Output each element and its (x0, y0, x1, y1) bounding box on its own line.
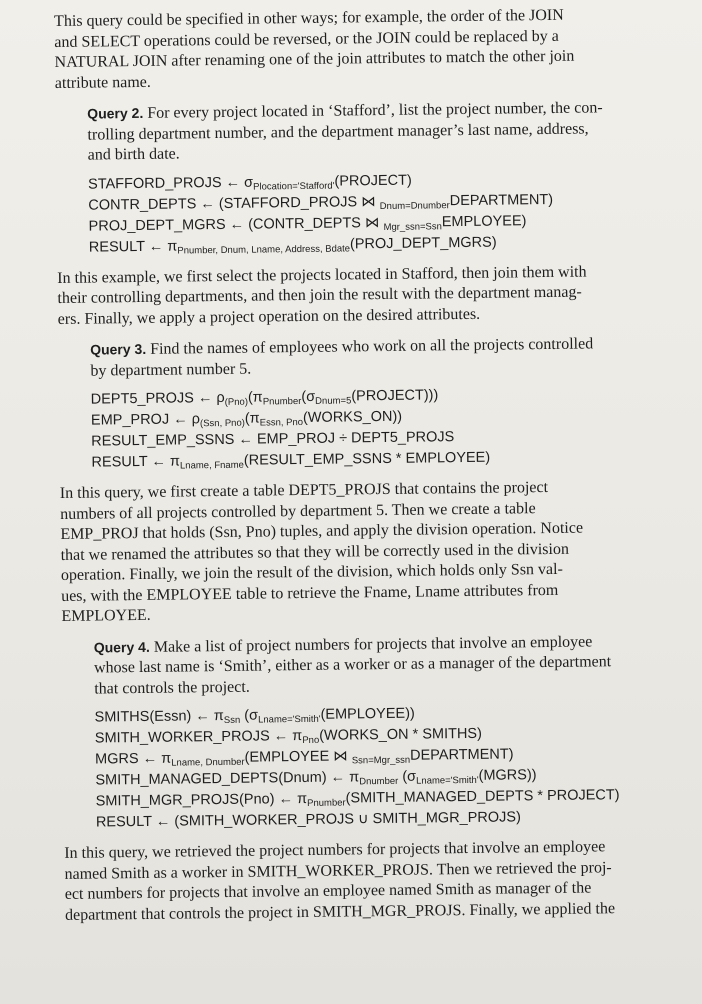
query-4 (94, 630, 682, 834)
text-line: numbers of all projects controlled by department 5. Then we create a table (60, 499, 536, 523)
query-2-description (87, 96, 674, 166)
algebra-line: RESULT ← (SMITH_WORKER_PROJS ∪ SMITH_MGR_PROJS) (95, 809, 521, 831)
text-line: This query could be specified in other ways; for example, the order of the JOIN (54, 6, 564, 30)
text-line: In this query, we first create a table DEPT5_PROJS that contains the project (59, 479, 549, 502)
query-2-explanation (57, 261, 676, 330)
query-3 (90, 332, 678, 473)
intro-paragraph (54, 4, 673, 94)
text-line: Find the names of employees who work on all the projects controlled (146, 335, 594, 358)
text-line: In this query, we retrieved the project numbers for projects that involve an employee (64, 838, 606, 862)
query-4-explanation (64, 836, 683, 926)
text-line: that controls the project. (94, 678, 250, 698)
text-line: EMPLOYEE. (61, 606, 151, 625)
query-3-algebra (91, 382, 678, 473)
algebra-line: RESULT ← $\pi_{Pnumber, Dnum, Lname, Address, Bdate}(PROJ\_DEPT\_MGRS)$ (88, 234, 497, 257)
text-line: named Smith as a worker in SMITH_WORKER_PROJS. Then we retrieved the proj- (64, 858, 612, 883)
text-line: For every project located in ‘Stafford’, list the project number, the con- (143, 99, 603, 122)
algebra-line: RESULT_EMP_SSNS ← EMP_PROJ ÷ DEPT5_PROJS (91, 429, 455, 450)
algebra-line: SMITH_WORKER_PROJS ← $\pi_{Pno}(WORKS\_ON$ * SMITHS) (94, 725, 482, 747)
text-line: that we renamed the attributes so that they will be correctly used in the division (60, 540, 570, 564)
text-column (54, 4, 683, 925)
query-3-description (90, 332, 676, 381)
text-line: In this example, we first select the projects located in Stafford, then join them with (57, 263, 587, 287)
text-line: whose last name is ‘Smith’, either as a worker or as a manager of the department (93, 653, 612, 677)
query-4-description (94, 630, 681, 700)
text-line: trolling department number, and the department manager’s last name, address, (87, 119, 589, 144)
query-label: Query 2. (87, 104, 144, 122)
text-line: Make a list of project numbers for projects that involve an employee (149, 632, 593, 656)
algebra-line: SMITHS(Essn) ← $\pi_{Ssn}$ $(\sigma_{Lname='Smith'}(EMPLOYEE))$ (94, 705, 415, 726)
algebra-line: SMITH_MANAGED_DEPTS(Dnum) ← $\pi_{Dnumber}$ $(\sigma_{Lname='Smith'}(MGRS))$ (95, 767, 537, 789)
algebra-line: MGRS ← $\pi_{Lname, Dnumber}(EMPLOYEE$ ⋈ $_{Ssn=Mgr\_ssn}$DEPARTMENT) (95, 746, 514, 769)
text-line: and SELECT operations could be reversed, or the JOIN could be replaced by a (54, 27, 559, 51)
text-line: attribute name. (54, 73, 151, 92)
algebra-line: CONTR_DEPTS ← (STAFFORD_PROJS ⋈ $_{Dnum=Dnumber}$DEPARTMENT) (88, 191, 554, 214)
query-4-algebra (95, 700, 682, 833)
algebra-line: DEPT5_PROJS ← $\rho_{(Pno)}(\pi_{Pnumber}(\sigma_{Dnum=5}(PROJECT)))$ (90, 387, 439, 408)
algebra-line: RESULT ← $\pi_{Lname, Fname}(RESULT\_EMP\_SSNS$ * EMPLOYEE) (91, 449, 491, 472)
algebra-line: EMP_PROJ ← $\rho_{(Ssn, Pno)}(\pi_{Essn, Pno}(WORKS\_ON))$ (90, 408, 403, 430)
query-label: Query 4. (93, 638, 150, 656)
text-line: ues, with the EMPLOYEE table to retrieve the Fname, Lname attributes from (61, 581, 559, 605)
text-line: department that controls the project in SMITH_MGR_PROJS. Finally, we applied the (64, 899, 616, 924)
text-line: and birth date. (87, 145, 180, 164)
query-3-explanation (60, 476, 680, 627)
algebra-line: PROJ_DEPT_MGRS ← (CONTR_DEPTS ⋈ $_{Mgr\_ssn=Ssn}$EMPLOYEE) (88, 212, 527, 235)
text-line: ers. Finally, we apply a project operation on the desired attributes. (57, 305, 481, 328)
algebra-line: SMITH_MGR_PROJS(Pno) ← $\pi_{Pnumber}(SMITH\_MANAGED\_DEPTS$ * PROJECT) (95, 787, 620, 810)
text-line: their controlling departments, and then join the result with the department manag- (57, 283, 582, 307)
query-2 (87, 96, 675, 258)
text-line: operation. Finally, we join the result of the division, which holds only Ssn val- (60, 560, 563, 584)
algebra-line: STAFFORD_PROJS ← $\sigma_{Plocation='Stafford'}(PROJECT)$ (88, 172, 412, 193)
text-line: NATURAL JOIN after renaming one of the join attributes to match the other join (54, 47, 575, 71)
query-2-algebra (88, 167, 675, 258)
text-line: EMP_PROJ that holds (Ssn, Pno) tuples, and apply the division operation. Notice (60, 519, 584, 543)
query-label: Query 3. (90, 340, 147, 358)
text-line: by department number 5. (90, 360, 252, 380)
text-line: ect numbers for projects that involve an employee named Smith as manager of the (64, 879, 592, 903)
